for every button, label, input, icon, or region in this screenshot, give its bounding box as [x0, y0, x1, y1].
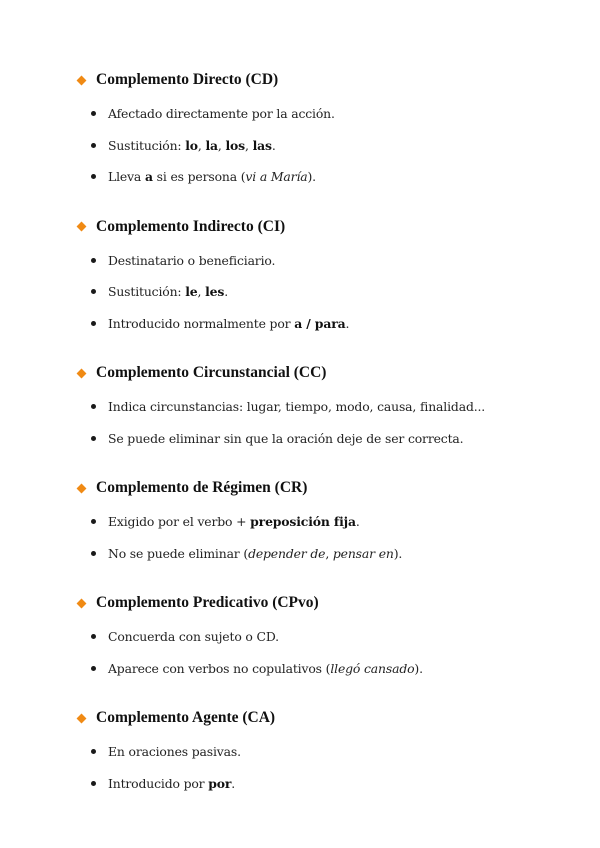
diamond-icon	[77, 222, 87, 232]
section-title: Complemento Indirecto (CI)	[96, 217, 286, 235]
item-list	[77, 621, 560, 684]
italic-example: depender de	[248, 545, 326, 561]
italic-example: llegó cansado	[330, 660, 415, 676]
text-run: Indica circunstancias: lugar, tiempo, modo, causa, finalidad...	[108, 399, 486, 415]
text-run: si es persona (	[152, 169, 246, 185]
item-text	[108, 514, 360, 529]
section-heading	[77, 476, 560, 500]
text-run: Afectado directamente por la acción.	[108, 106, 335, 122]
diamond-icon	[77, 75, 87, 85]
text-run: ,	[245, 137, 253, 153]
section-heading	[77, 591, 560, 615]
section-title: Complemento Predicativo (CPvo)	[96, 594, 319, 611]
bullet-icon	[91, 749, 96, 754]
list-item	[91, 391, 560, 423]
diamond-icon	[77, 368, 87, 378]
text-run: ).	[393, 545, 403, 561]
item-list	[77, 391, 560, 454]
text-run: No se puede eliminar (	[108, 545, 249, 561]
bold-term: les	[205, 284, 225, 300]
bold-term: las	[252, 137, 272, 153]
item-text	[108, 431, 463, 446]
section-heading	[77, 68, 560, 92]
text-run: ).	[414, 660, 423, 676]
bullet-icon	[91, 143, 96, 148]
text-run: ).	[307, 169, 316, 185]
text-run: Exigido por el verbo +	[108, 514, 251, 530]
text-run: Sustitución:	[108, 137, 186, 153]
diamond-icon	[77, 598, 87, 608]
text-run: .	[355, 514, 360, 530]
text-run: Introducido normalmente por	[108, 315, 295, 331]
item-text	[108, 629, 279, 644]
bold-term: los	[225, 137, 245, 153]
list-item	[91, 506, 560, 538]
list-item	[91, 736, 560, 768]
text-run: .	[271, 137, 276, 153]
section-title: Complemento Directo (CD)	[96, 71, 279, 88]
list-item	[91, 130, 560, 162]
item-text	[108, 399, 485, 414]
item-text	[108, 253, 275, 268]
list-item	[91, 308, 560, 340]
section-heading	[77, 706, 560, 730]
section-complement	[77, 706, 560, 799]
item-text	[108, 744, 241, 759]
text-run: ,	[217, 137, 226, 153]
bullet-icon	[91, 258, 96, 263]
list-item	[91, 768, 560, 800]
list-item	[91, 423, 560, 455]
bullet-icon	[91, 436, 96, 441]
text-run: .	[345, 315, 350, 331]
section-complement	[77, 591, 560, 684]
section-title: Complemento de Régimen (CR)	[96, 479, 308, 496]
text-run: Destinatario o beneficiario.	[108, 252, 276, 268]
bold-term: por	[208, 775, 232, 791]
text-run: En oraciones pasivas.	[108, 744, 241, 760]
bullet-icon	[91, 781, 96, 786]
item-text	[108, 776, 235, 791]
item-text	[108, 106, 335, 121]
bullet-icon	[91, 174, 96, 179]
section-heading	[77, 361, 560, 385]
diamond-icon	[77, 483, 87, 493]
bold-term: la	[205, 137, 218, 153]
bold-term: a	[144, 169, 153, 185]
bold-term: preposición fija	[250, 514, 356, 530]
bold-term: le	[185, 284, 198, 300]
text-run: Introducido por	[108, 775, 209, 791]
bullet-icon	[91, 666, 96, 671]
item-list	[77, 245, 560, 340]
text-run: ,	[197, 284, 206, 300]
item-list	[77, 98, 560, 193]
item-text	[108, 316, 349, 331]
item-list	[77, 506, 560, 569]
bullet-icon	[91, 519, 96, 524]
list-item	[91, 653, 560, 685]
section-complement	[77, 361, 560, 454]
section-complement	[77, 68, 560, 193]
bullet-icon	[91, 289, 96, 294]
section-complement	[77, 215, 560, 340]
list-item	[91, 621, 560, 653]
italic-example: pensar en	[332, 545, 394, 561]
item-text	[108, 284, 228, 299]
bold-term: lo	[185, 137, 198, 153]
text-run: ,	[325, 545, 333, 561]
text-run: ,	[197, 137, 206, 153]
text-run: .	[224, 284, 229, 300]
item-text	[108, 138, 276, 153]
text-run: Lleva	[108, 169, 145, 185]
list-item	[91, 276, 560, 308]
bold-term: a / para	[294, 315, 346, 331]
diamond-icon	[77, 713, 87, 723]
bullet-icon	[91, 404, 96, 409]
section-heading	[77, 215, 560, 239]
item-text	[108, 661, 423, 676]
bullet-icon	[91, 551, 96, 556]
list-item	[91, 98, 560, 130]
italic-example: vi a María	[245, 169, 308, 185]
bullet-icon	[91, 634, 96, 639]
complements-list	[77, 68, 560, 821]
list-item	[91, 161, 560, 193]
text-run: .	[231, 775, 236, 791]
section-complement	[77, 476, 560, 569]
list-item	[91, 245, 560, 277]
section-title: Complemento Agente (CA)	[96, 709, 276, 726]
text-run: Aparece con verbos no copulativos (	[108, 660, 331, 676]
bullet-icon	[91, 111, 96, 116]
bullet-icon	[91, 321, 96, 326]
item-text	[108, 169, 316, 184]
section-title: Complemento Circunstancial (CC)	[96, 364, 327, 381]
text-run: Se puede eliminar sin que la oración deje de ser correcta.	[108, 430, 464, 446]
item-text	[108, 546, 402, 561]
text-run: Concuerda con sujeto o CD.	[108, 629, 279, 645]
item-list	[77, 736, 560, 799]
list-item	[91, 538, 560, 570]
text-run: Sustitución:	[108, 284, 186, 300]
